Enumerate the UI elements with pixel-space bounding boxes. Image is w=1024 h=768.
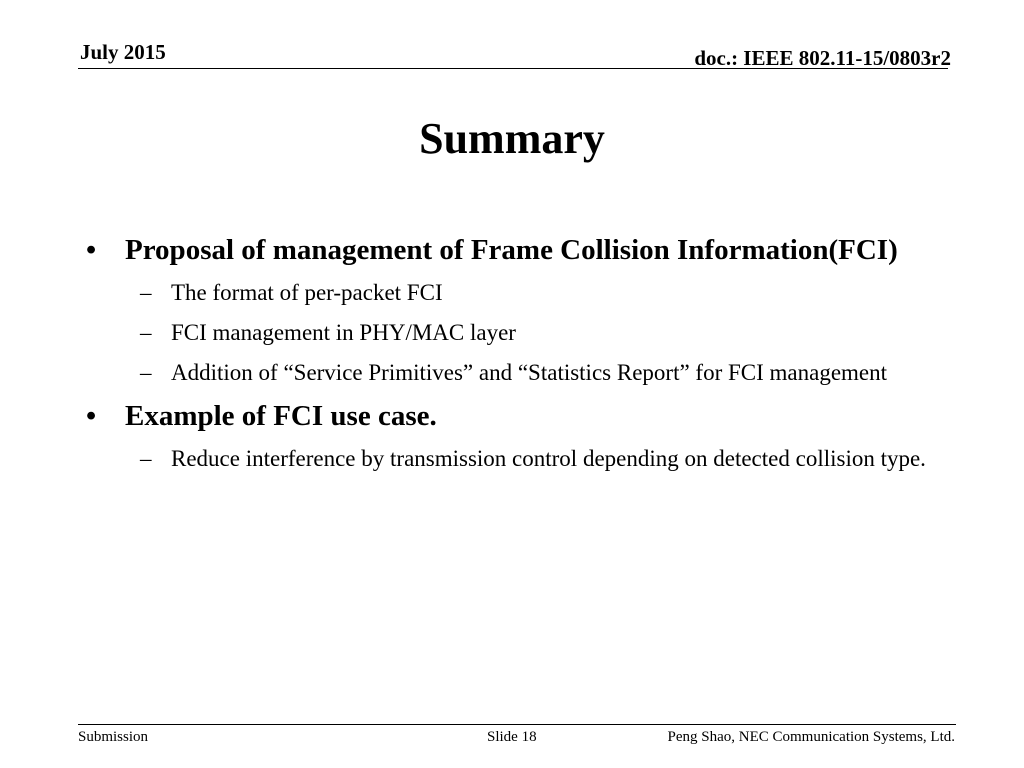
- header-date: July 2015: [80, 40, 166, 64]
- footer-divider: [78, 724, 956, 725]
- header-doc-id: doc.: IEEE 802.11-15/0803r2: [694, 46, 951, 70]
- sub-bullet-item: [84, 441, 931, 476]
- footer-slide-number: Slide 18: [487, 729, 537, 745]
- slide-body: [84, 230, 954, 481]
- sub-bullet-text: Reduce interference by transmission control depending on detected collision type.: [171, 446, 926, 471]
- sub-bullet-item: [84, 355, 931, 390]
- slide-title: Summary: [419, 114, 605, 163]
- sub-bullet-mark: –: [140, 360, 152, 385]
- footer-author: Peng Shao, NEC Communication Systems, Ltd.: [667, 729, 955, 745]
- sub-bullet-text: FCI management in PHY/MAC layer: [171, 320, 516, 345]
- sub-bullet-item: [84, 275, 931, 310]
- sub-bullet-text: The format of per-packet FCI: [171, 280, 443, 305]
- sub-bullet-item: [84, 315, 931, 350]
- sub-bullet-mark: –: [140, 280, 152, 305]
- bullet-item: [84, 396, 954, 437]
- sub-bullet-text: Addition of “Service Primitives” and “Statistics Report” for FCI management: [171, 360, 888, 385]
- bullet-item: [84, 230, 954, 271]
- bullet-text: Proposal of management of Frame Collision Information(FCI): [125, 234, 898, 266]
- bullet-mark: •: [86, 400, 97, 432]
- bullet-text: Example of FCI use case.: [125, 400, 437, 432]
- sub-bullet-mark: –: [140, 320, 152, 345]
- sub-bullet-mark: –: [140, 446, 152, 471]
- footer-submission: Submission: [78, 729, 149, 745]
- bullet-mark: •: [86, 234, 97, 266]
- header-divider: [78, 68, 948, 69]
